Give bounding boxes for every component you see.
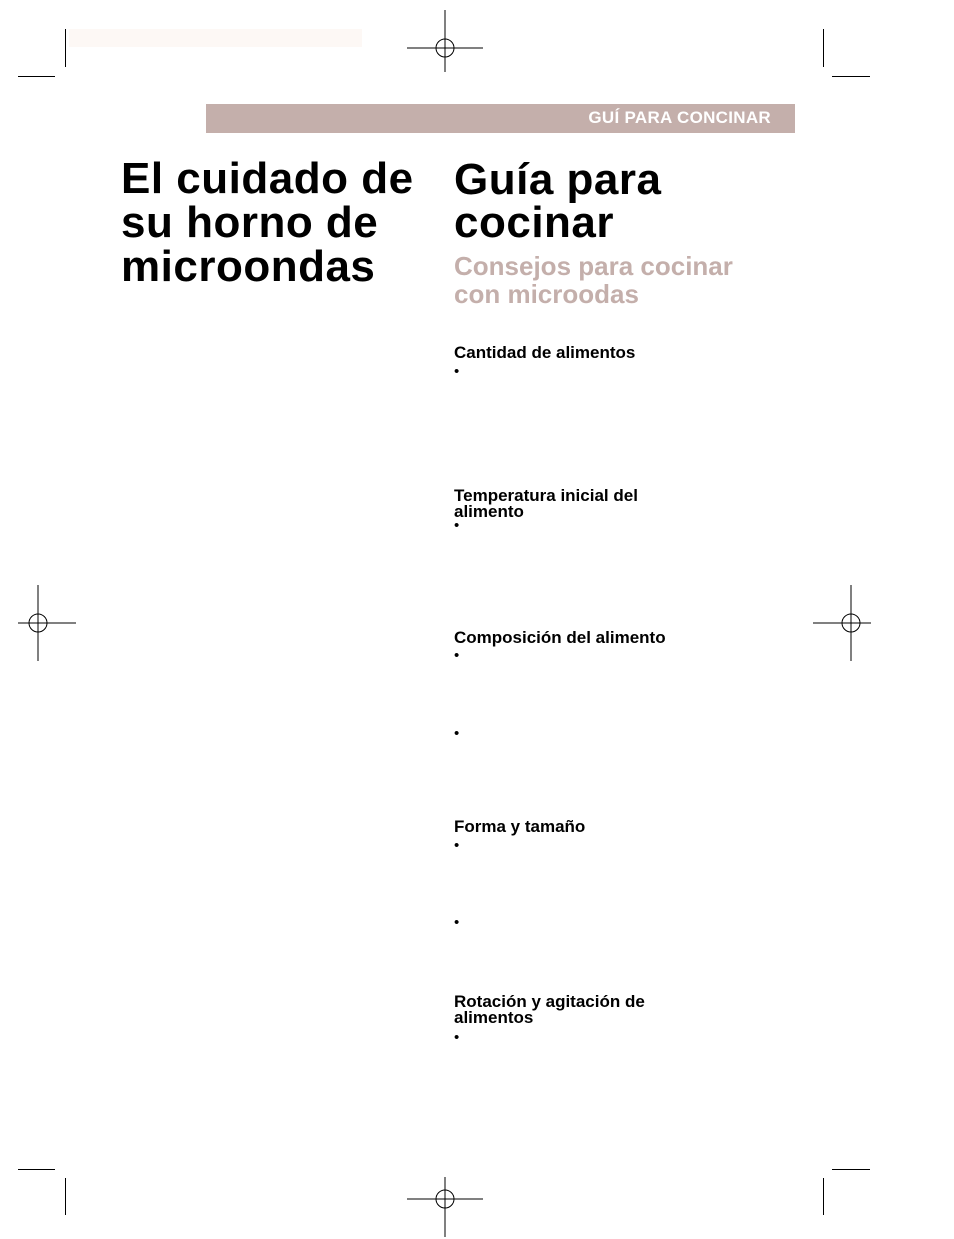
section-heading: Rotación y agitación de alimentos [454,992,645,1027]
page-subtitle: Consejos para cocinar con microodas [454,251,733,309]
list-bullet: • [454,725,460,742]
crop-mark [832,76,870,77]
section-heading: Forma y tamaño [454,817,586,836]
registration-mark-icon [405,1159,485,1239]
registration-mark-icon [0,583,78,663]
crop-mark [832,1169,870,1170]
list-bullet: • [454,517,460,534]
crop-mark [65,29,66,67]
crop-mark [823,1178,824,1215]
section-header-bar [206,104,795,133]
crop-mark [18,1169,55,1170]
color-bar-strip [69,29,362,47]
section-header-label: GUÍ PARA CONCINAR [588,108,771,127]
list-bullet: • [454,914,460,931]
list-bullet: • [454,363,460,380]
registration-mark-icon [405,8,485,88]
registration-mark-icon [811,583,891,663]
section-heading: Composición del alimento [454,628,666,647]
section-heading: Cantidad de alimentos [454,343,636,362]
section-heading: Temperatura inicial del alimento [454,486,638,521]
list-bullet: • [454,837,460,854]
crop-mark [65,1178,66,1215]
crop-mark [823,29,824,67]
list-bullet: • [454,1029,460,1046]
page-title-right: Guía para cocinar [454,155,662,247]
crop-mark [18,76,55,77]
page-title-left: El cuidado de su horno de microondas [121,154,414,291]
list-bullet: • [454,647,460,664]
